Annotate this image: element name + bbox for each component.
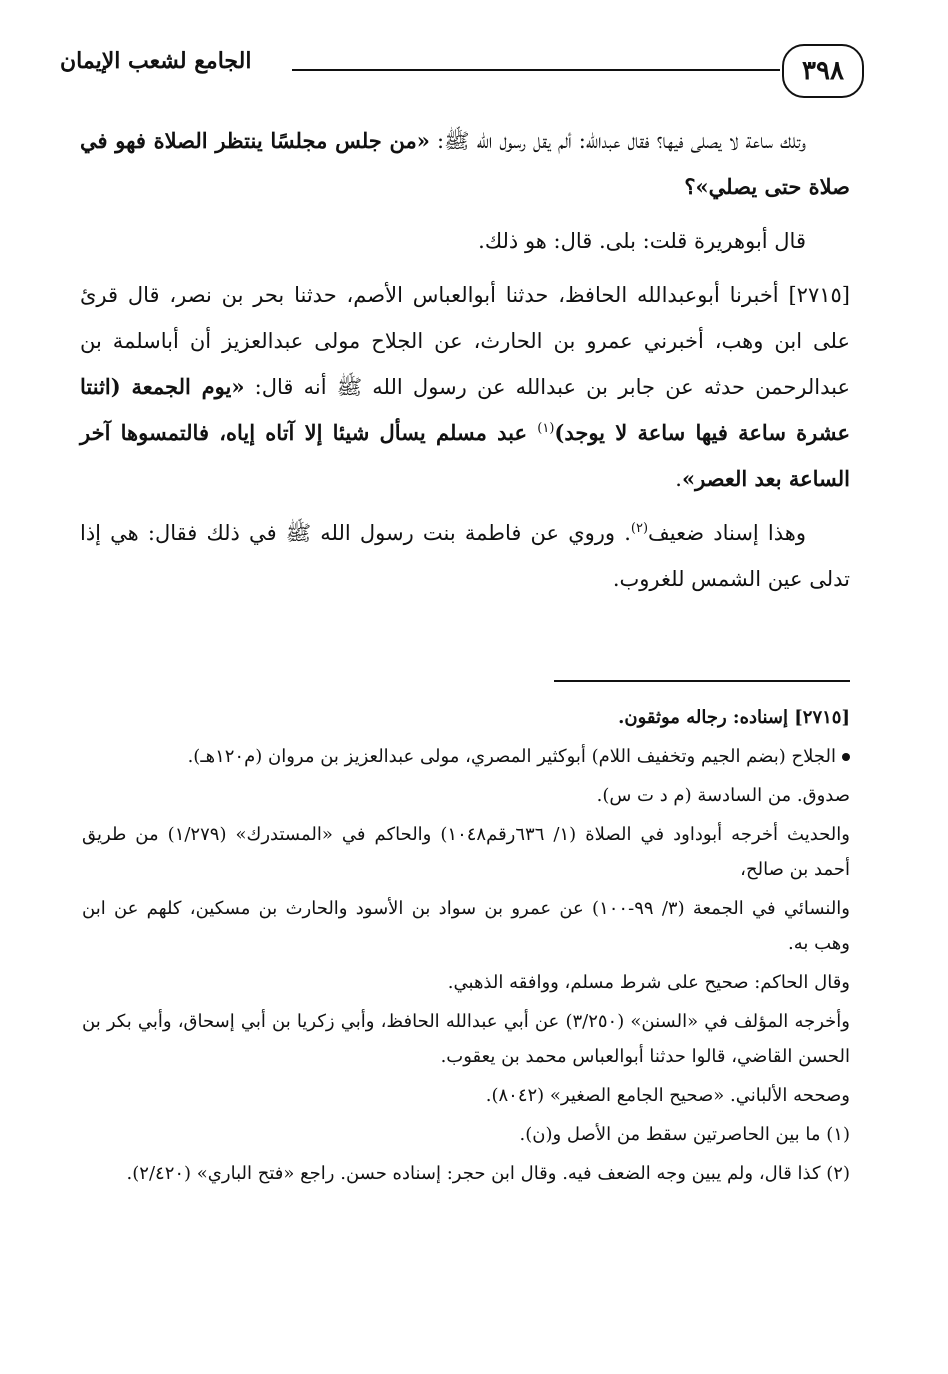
paragraph-2: قال أبوهريرة قلت: بلى. قال: هو ذلك. — [478, 229, 806, 253]
footnote-note-1: (١) ما بين الحاصرتين سقط من الأصل و(ن). — [519, 1124, 850, 1145]
footnote-line: وصححه الألباني. «صحيح الجامع الصغير» (٨٠٤٢). — [485, 1085, 850, 1106]
paragraph-3-end: . — [675, 467, 682, 491]
footnote-line: صدوق. من السادسة (م د ت س). — [596, 785, 850, 806]
hadith-quote-2a: «يوم الجمعة (اثنتا عشرة ساعة فيها ساعة لا يوجد) — [80, 374, 850, 445]
footnote-ref-2[interactable]: (٢) — [630, 521, 649, 536]
paragraph-4 — [80, 510, 850, 602]
paragraph-1-text: وتلك ساعة لا يصلى فيها؟ فقال عبدالله: ألم يقل رسول الله ﷺ: — [429, 129, 806, 153]
footnote-note-2: (٢) كذا قال، ولم يبين وجه الضعف فيه. وقال ابن حجر: إسناده حسن. راجع «فتح الباري» (٢/٤٢٠). — [126, 1163, 850, 1184]
footnote-line-text: الجلاح (بضم الجيم وتخفيف اللام) أبوكثير المصري، مولى عبدالعزيز بن مروان (م١٢٠هـ). — [187, 746, 836, 767]
footnote-line: وأخرجه المؤلف في «السنن» (٣/٢٥٠) عن أبي عبدالله الحافظ، وأبي زكريا بن أبي إسحاق، وأبي بكر بن الحسن القاضي، قالوا حدثنا أبوالعباس محمد بن يعقوب. — [82, 1011, 850, 1067]
paragraph-4-text-a: وهذا إسناد ضعيف — [648, 521, 806, 545]
main-text — [80, 118, 850, 610]
footnote-line: والنسائي في الجمعة (٣/ ٩٩-١٠٠) عن عمرو بن سواد بن الأسود والحارث بن مسكين، كلهم عن ابن وهب به. — [82, 898, 850, 954]
footnote-heading: [٢٧١٥] إسناده: رجاله موثقون. — [618, 707, 850, 728]
footnotes — [82, 700, 850, 1195]
footnote-line — [82, 739, 850, 774]
paragraph-1 — [80, 118, 850, 210]
hadith-quote-2b: عبد مسلم يسأل شيئا إلا آتاه إياه، فالتمسوها آخر الساعة بعد العصر» — [80, 420, 850, 491]
book-title: الجامع لشعب الإيمان — [60, 48, 252, 74]
bullet-icon — [842, 753, 850, 761]
footnote-separator — [554, 680, 850, 682]
page-header — [60, 40, 864, 104]
footnote-ref-1[interactable]: (١) — [537, 421, 555, 436]
paragraph-4-text-b: . وروي عن فاطمة بنت رسول الله ﷺ في ذلك فقال: هي إذا تدلى عين الشمس للغروب. — [80, 521, 850, 591]
footnote-line: وقال الحاكم: صحيح على شرط مسلم، ووافقه الذهبي. — [447, 972, 850, 993]
header-rule — [292, 69, 780, 71]
footnote-line: والحديث أخرجه أبوداود في الصلاة (١/ ٦٣٦رقم١٠٤٨) والحاكم في «المستدرك» (١/٢٧٩) من طريق أحمد بن صالح، — [82, 824, 850, 880]
paragraph-3 — [80, 272, 850, 502]
isnad-text: أخبرنا أبوعبدالله الحافظ، حدثنا أبوالعباس الأصم، حدثنا بحر بن نصر، قال قرئ على ابن وهب، أخبرني عمرو بن الحارث، عن الجلاح مولى عبدالعزيز أن أباسلمة بن عبدالرحمن حدثه عن جابر بن عبدالله عن رسول الله ﷺ أنه قال: — [80, 283, 851, 399]
hadith-number: [٢٧١٥] — [788, 283, 850, 307]
hadith-quote-1: «من جلس مجلسًا ينتظر الصلاة فهو في صلاة حتى يصلي»؟ — [80, 128, 850, 199]
page-number: ٣٩٨ — [782, 44, 864, 98]
